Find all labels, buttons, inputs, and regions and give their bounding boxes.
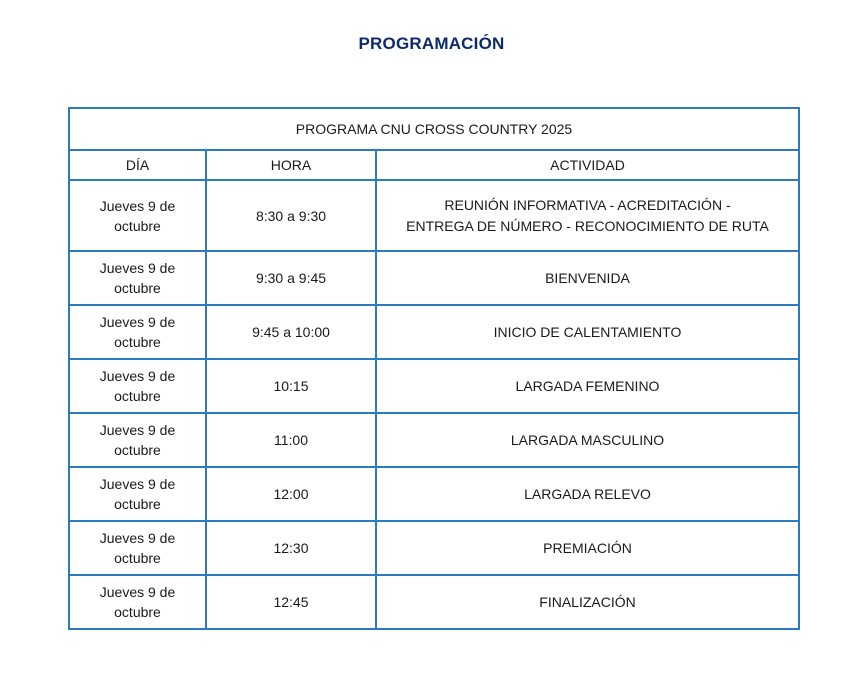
cell-activity: INICIO DE CALENTAMIENTO xyxy=(376,305,799,359)
cell-hour: 9:30 a 9:45 xyxy=(206,251,376,305)
table-row xyxy=(69,413,799,467)
cell-day xyxy=(69,467,206,521)
cell-hour: 12:00 xyxy=(206,467,376,521)
cell-day xyxy=(69,413,206,467)
cell-day xyxy=(69,180,206,251)
cell-hour: 12:45 xyxy=(206,575,376,629)
activity-line-2: ENTREGA DE NÚMERO - RECONOCIMIENTO DE RUTA xyxy=(406,217,769,234)
cell-activity: FINALIZACIÓN xyxy=(376,575,799,629)
cell-hour: 8:30 a 9:30 xyxy=(206,180,376,251)
cell-hour: 9:45 a 10:00 xyxy=(206,305,376,359)
table-row xyxy=(69,359,799,413)
header-day: DÍA xyxy=(69,150,206,180)
table-row xyxy=(69,251,799,305)
day-text: Jueves 9 de octubre xyxy=(99,314,176,350)
cell-day xyxy=(69,251,206,305)
activity-line-1: REUNIÓN INFORMATIVA - ACREDITACIÓN - xyxy=(444,196,731,213)
table-row xyxy=(69,467,799,521)
day-text: Jueves 9 de octubre xyxy=(99,530,176,566)
page-title: PROGRAMACIÓN xyxy=(358,34,505,53)
cell-day xyxy=(69,359,206,413)
day-text: Jueves 9 de octubre xyxy=(99,476,176,512)
cell-activity: BIENVENIDA xyxy=(376,251,799,305)
day-text: Jueves 9 de octubre xyxy=(99,260,176,296)
day-text: Jueves 9 de octubre xyxy=(99,584,176,620)
header-activity: ACTIVIDAD xyxy=(376,150,799,180)
day-text: Jueves 9 de octubre xyxy=(99,422,176,458)
table-row xyxy=(69,575,799,629)
table-row xyxy=(69,521,799,575)
table-caption: PROGRAMA CNU CROSS COUNTRY 2025 xyxy=(69,108,799,150)
cell-activity xyxy=(376,180,799,251)
cell-hour: 11:00 xyxy=(206,413,376,467)
table-row xyxy=(69,180,799,251)
table-caption-row xyxy=(69,108,799,150)
cell-activity: PREMIACIÓN xyxy=(376,521,799,575)
day-text: Jueves 9 de octubre xyxy=(99,197,176,234)
cell-hour: 12:30 xyxy=(206,521,376,575)
cell-day xyxy=(69,305,206,359)
cell-activity: LARGADA FEMENINO xyxy=(376,359,799,413)
cell-day xyxy=(69,521,206,575)
table-row xyxy=(69,305,799,359)
cell-day xyxy=(69,575,206,629)
header-hour: HORA xyxy=(206,150,376,180)
cell-activity: LARGADA RELEVO xyxy=(376,467,799,521)
cell-activity: LARGADA MASCULINO xyxy=(376,413,799,467)
table-header-row xyxy=(69,150,799,180)
day-text: Jueves 9 de octubre xyxy=(99,368,176,404)
cell-hour: 10:15 xyxy=(206,359,376,413)
schedule-table xyxy=(68,107,800,630)
